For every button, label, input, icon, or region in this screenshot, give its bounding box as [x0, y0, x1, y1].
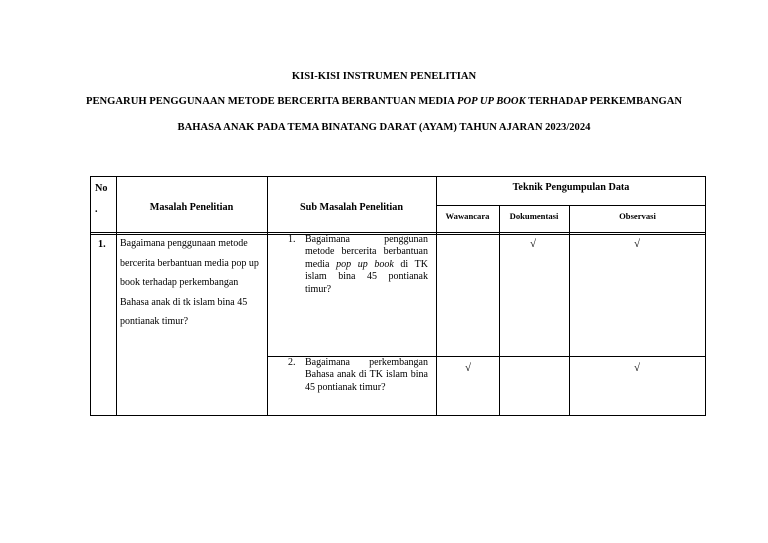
subtitle-part-a: PENGARUH PENGGUNAAN METODE BERCERITA BERBANTUAN MEDIA	[85, 96, 457, 107]
document-subtitle-line1	[0, 96, 768, 107]
header-teknik: Teknik Pengumpulan Data	[512, 182, 630, 193]
header-wawancara: Wawancara	[445, 211, 490, 221]
teknik-sub-header-line	[436, 205, 706, 206]
sub-item-1-text	[305, 234, 428, 296]
col-divider-dokumentasi	[569, 205, 570, 416]
subtitle-part-b: TERHADAP PERKEMBANGAN	[525, 96, 683, 107]
check-dokumentasi-1: √	[530, 238, 537, 250]
table-top-border	[90, 176, 705, 177]
masalah-text: Bagaimana penggunaan metode bercerita berbantuan media pop up book terhadap perkembangan Bahasa anak di tk islam bina 45 pontianak timur?	[120, 238, 259, 327]
check-observasi-1: √	[634, 238, 641, 250]
row-number: 1.	[98, 239, 106, 250]
sub-item-1-number: 1.	[288, 234, 296, 245]
table-bottom-border	[90, 415, 706, 416]
check-wawancara-2: √	[465, 362, 472, 374]
header-sub-masalah: Sub Masalah Penelitian	[299, 202, 404, 213]
header-no: No	[95, 183, 108, 194]
header-bottom-line	[90, 232, 706, 233]
sub-item-1-text-b: di TK islam bina 45 pontianak timur?	[305, 258, 428, 295]
sub-item-1-text-a: Bagaimana penggunan metode bercerita berbantuan media	[305, 234, 428, 270]
header-observasi: Observasi	[619, 211, 656, 221]
header-dokumentasi: Dokumentasi	[509, 211, 559, 221]
sub-item-2-number: 2.	[288, 357, 296, 368]
document-subtitle-line2: BAHASA ANAK PADA TEMA BINATANG DARAT (AYAM) TAHUN AJARAN 2023/2024	[177, 122, 591, 133]
table-left-border	[90, 176, 91, 416]
header-no-dot: .	[95, 204, 98, 215]
sub-item-2-text: Bagaimana perkembangan Bahasa anak di TK islam bina 45 pontianak timur?	[305, 357, 428, 393]
header-masalah: Masalah Penelitian	[149, 202, 234, 213]
sub-item-1-italic: pop up book	[336, 258, 394, 270]
check-observasi-2: √	[634, 362, 641, 374]
subtitle-italic: POP UP BOOK	[456, 96, 526, 107]
col-divider-wawancara	[499, 205, 500, 416]
document-title: KISI-KISI INSTRUMEN PENELITIAN	[291, 71, 477, 82]
